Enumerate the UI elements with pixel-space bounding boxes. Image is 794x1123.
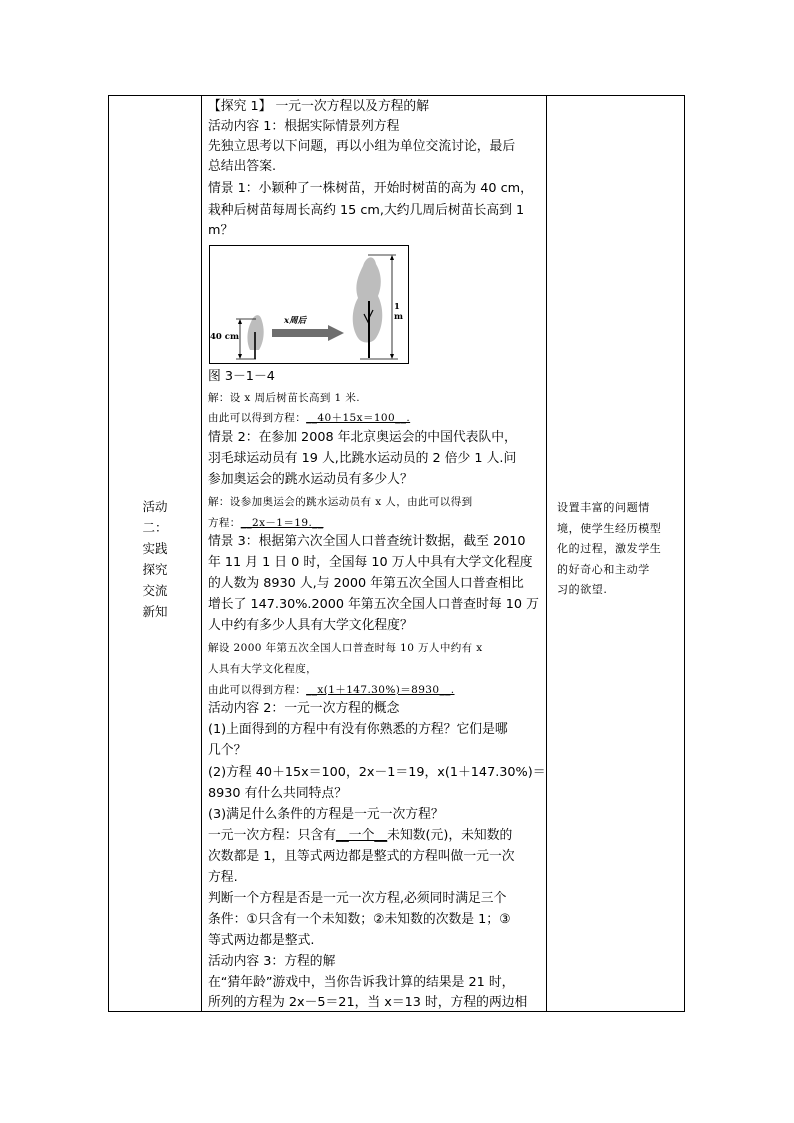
- text-line: 活动内容 1：根据实际情景列方程: [208, 119, 400, 134]
- section-heading: 【探究 1】 一元一次方程以及方程的解: [208, 99, 430, 114]
- text-line: 所列的方程为 2x－5＝21，当 x＝13 时，方程的两边相: [208, 995, 528, 1010]
- label-1m: 1 m: [394, 302, 403, 322]
- design-intent-note: [557, 498, 679, 601]
- answer-blank: __一个__: [335, 828, 388, 843]
- text-line: (2)方程 40＋15x＝100，2x－1＝19，x(1＋147.30%)＝: [208, 765, 546, 780]
- tree-growth-figure: [209, 245, 409, 364]
- text-line: (1)上面得到的方程中有没有你熟悉的方程？它们是哪: [208, 722, 508, 737]
- answer-equation: __40＋15x＝100__.: [306, 412, 411, 424]
- text-line: 解设 2000 年第五次全国人口普查时每 10 万人中约有 x: [208, 642, 483, 654]
- note-line: 境，使学生经历模型: [557, 521, 662, 535]
- text-line: 解：设 x 周后树苗长高到 1 米.: [208, 392, 360, 404]
- text-line: 人具有大学文化程度，: [208, 663, 317, 675]
- text-line: 情景 1：小颖种了一株树苗，开始时树苗的高为 40 cm，: [208, 181, 533, 196]
- text-line: 在“猜年龄”游戏中，当你告诉我计算的结果是 21 时，: [208, 975, 515, 990]
- text-line: [208, 514, 323, 532]
- text-line: 几个？: [208, 743, 247, 758]
- text-line: 人中约有多少人具有大学文化程度？: [208, 618, 413, 633]
- activity-label-line: 探究: [142, 562, 168, 577]
- text-line: 活动内容 2：一元一次方程的概念: [208, 701, 400, 716]
- text-line: 参加奥运会的跳水运动员有多少人？: [208, 472, 413, 487]
- text-fragment: 一元一次方程：只含有: [208, 828, 336, 843]
- activity-label-line: 活动: [142, 499, 168, 514]
- text-line: 情景 2：在参加 2008 年北京奥运会的中国代表队中，: [208, 430, 517, 445]
- text-line: 次数都是 1，且等式两边都是整式的方程叫做一元一次: [208, 849, 515, 864]
- text-line: (3)满足什么条件的方程是一元一次方程？: [208, 807, 444, 822]
- activity-label-line: 实践: [142, 541, 168, 556]
- activity-label-line: 新知: [142, 604, 168, 619]
- text-line: 条件：①只含有一个未知数；②未知数的次数是 1；③: [208, 912, 511, 927]
- figure-caption: 图 3－1－4: [208, 369, 275, 384]
- text-line: 判断一个方程是否是一元一次方程,必须同时满足三个: [208, 891, 507, 906]
- text-line: 解：设参加奥运会的跳水运动员有 x 人，由此可以得到: [208, 496, 473, 508]
- lesson-table: [108, 95, 685, 1012]
- text-fragment: 由此可以得到方程：: [208, 412, 307, 424]
- note-line: 化的过程，激发学生: [557, 542, 662, 555]
- text-line: 等式两边都是整式.: [208, 933, 315, 948]
- text-line: [208, 681, 454, 699]
- text-line: 增长了 147.30%.2000 年第五次全国人口普查时每 10 万: [208, 597, 539, 612]
- text-line: m？: [208, 223, 234, 238]
- answer-equation: __2x－1＝19.__: [240, 517, 324, 529]
- text-line: 活动内容 3：方程的解: [208, 954, 336, 969]
- design-intent-cell: [547, 96, 686, 1011]
- text-fragment: 方程：: [208, 517, 241, 529]
- activity-label-cell: [109, 96, 201, 1011]
- text-line: 羽毛球运动员有 19 人,比跳水运动员的 2 倍少 1 人.问: [208, 451, 517, 466]
- activity-label-line: 二：: [142, 520, 168, 535]
- label-x-weeks: x周后: [284, 316, 307, 326]
- text-line: [208, 409, 410, 427]
- note-line: 设置丰富的问题情: [557, 501, 650, 514]
- text-line: 先独立思考以下问题，再以小组为单位交流讨论，最后: [208, 139, 516, 154]
- note-line: 习的欲望.: [557, 583, 608, 596]
- text-fragment: 未知数(元)，未知数的: [387, 828, 513, 843]
- label-40cm: 40 cm: [210, 332, 239, 342]
- answer-equation: __x(1＋147.30%)＝8930__.: [306, 684, 455, 696]
- activity-label: [109, 496, 201, 622]
- text-line: 的人数为 8930 人,与 2000 年第五次全国人口普查相比: [208, 576, 524, 591]
- note-line: 的好奇心和主动学: [557, 562, 650, 576]
- text-line: 年 11 月 1 日 0 时，全国每 10 万人中具有大学文化程度: [208, 555, 533, 570]
- text-line: 方程.: [208, 870, 238, 885]
- activity-label-line: 交流: [142, 583, 168, 598]
- tree-illustration: [210, 246, 408, 363]
- text-line: 情景 3：根据第六次全国人口普查统计数据，截至 2010: [208, 534, 526, 549]
- text-line: [208, 827, 512, 845]
- content-cell: [201, 96, 546, 1011]
- text-line: 栽种后树苗每周长高约 15 cm,大约几周后树苗长高到 1: [208, 203, 525, 218]
- text-line: 总结出答案.: [208, 159, 277, 174]
- text-line: 8930 有什么共同特点？: [208, 786, 348, 801]
- text-fragment: 由此可以得到方程：: [208, 684, 307, 696]
